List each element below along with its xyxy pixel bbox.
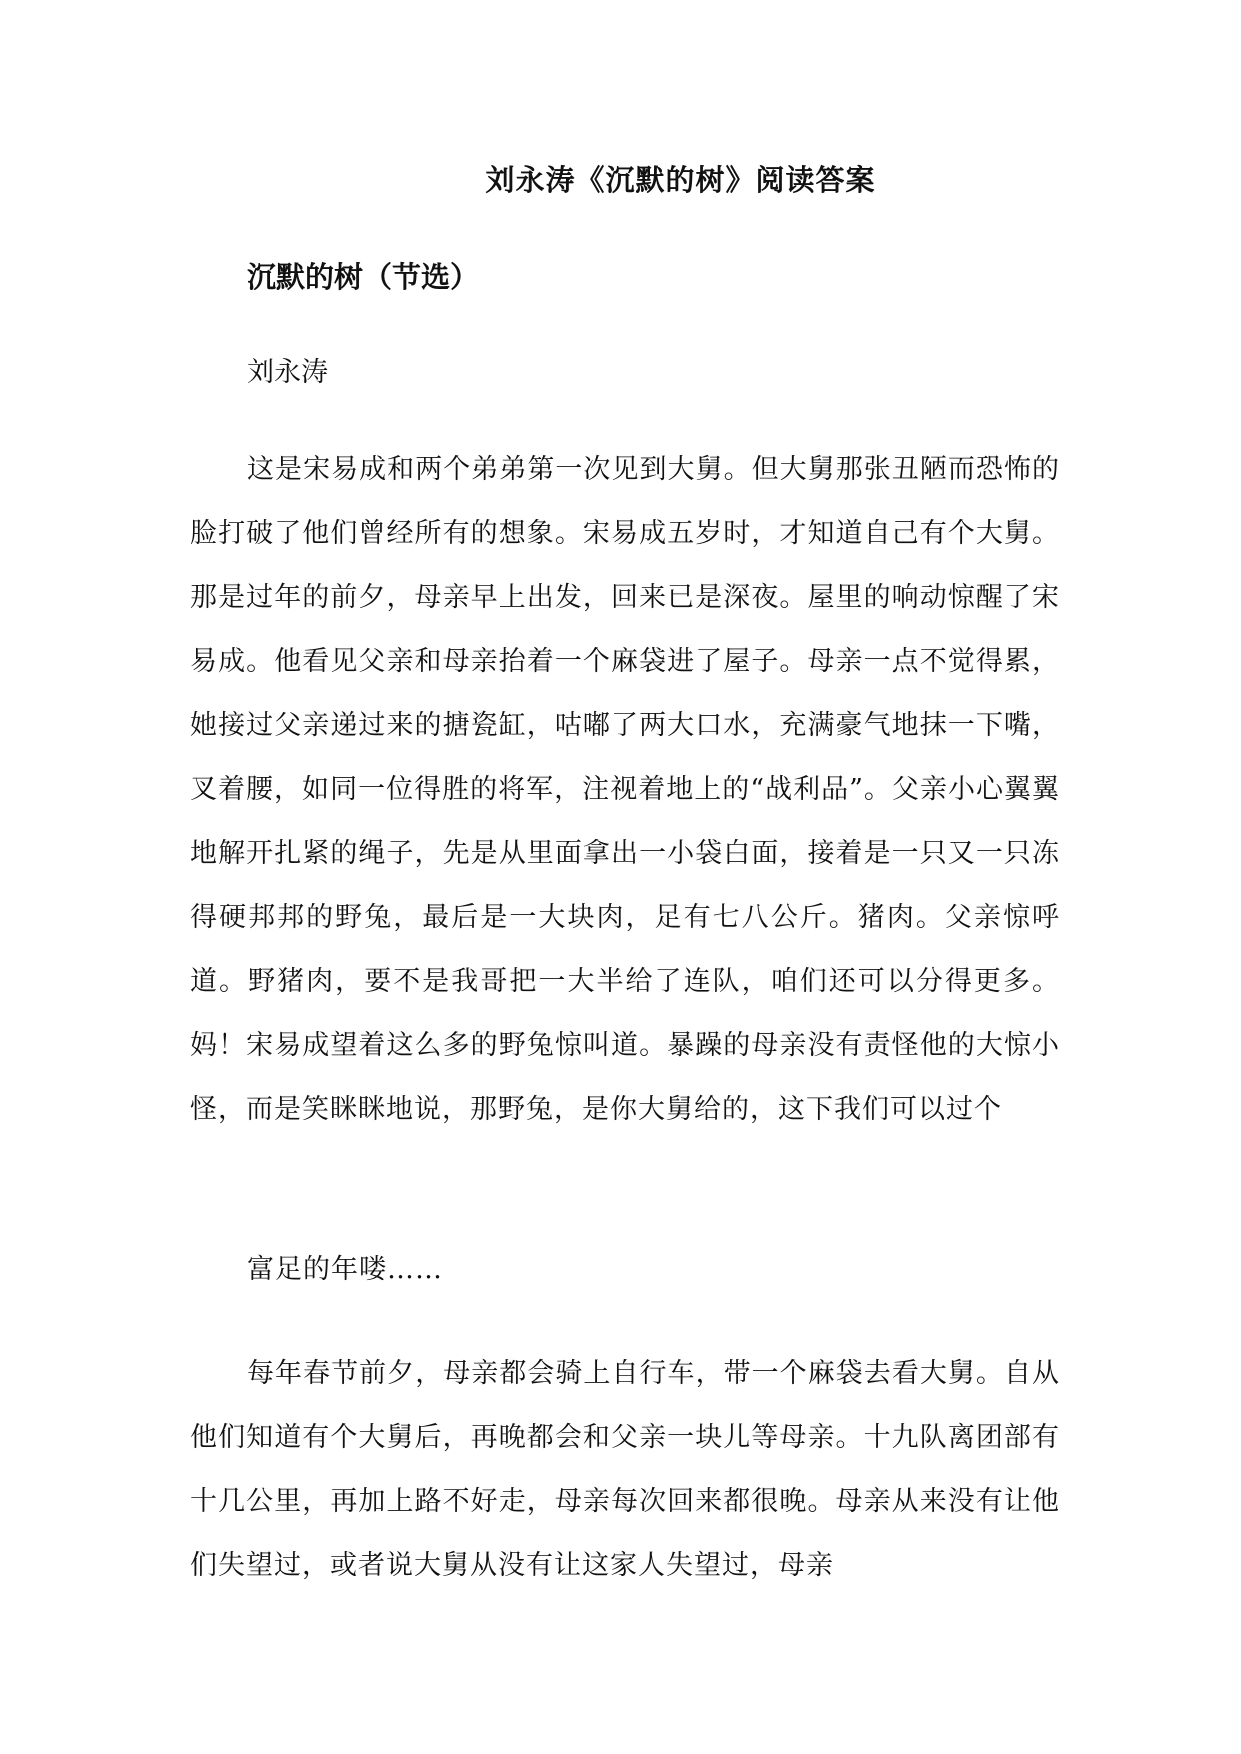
article-subtitle: 沉默的树（节选） xyxy=(247,260,480,294)
paragraph: 这是宋易成和两个弟弟第一次见到大舅。但大舅那张丑陋而恐怖的脸打破了他们曾经所有的想象。宋易成五岁时，才知道自己有个大舅。那是过年的前夕，母亲早上出发，回来已是深夜。屋里的响动惊醒了宋易成。他看见父亲和母亲抬着一个麻袋进了屋子。母亲一点不觉得累，她接过父亲递过来的搪瓷缸，咕嘟了两大口水，充满豪气地抹一下嘴，叉着腰，如同一位得胜的将军，注视着地上的“战利品”。父亲小心翼翼地解开扎紧的绳子，先是从里面拿出一小袋白面，接着是一只又一只冻得硬邦邦的野兔，最后是一大块肉，足有七八公斤。猪肉。父亲惊呼道。野猪肉，要不是我哥把一大半给了连队，咱们还可以分得更多。妈！宋易成望着这么多的野兔惊叫道。暴躁的母亲没有责怪他的大惊小怪，而是笑眯眯地说，那野兔，是你大舅给的，这下我们可以过个 xyxy=(190,454,1060,1125)
paragraph: 富足的年喽…… xyxy=(247,1254,443,1285)
document-title: 刘永涛《沉默的树》阅读答案 xyxy=(485,163,876,197)
article-author: 刘永涛 xyxy=(247,357,328,388)
paragraph: 每年春节前夕，母亲都会骑上自行车，带一个麻袋去看大舅。自从他们知道有个大舅后，再晚都会和父亲一块儿等母亲。十九队离团部有十几公里，再加上路不好走，母亲每次回来都很晚。母亲从来没有让他们失望过，或者说大舅从没有让这家人失望过，母亲 xyxy=(190,1358,1060,1581)
